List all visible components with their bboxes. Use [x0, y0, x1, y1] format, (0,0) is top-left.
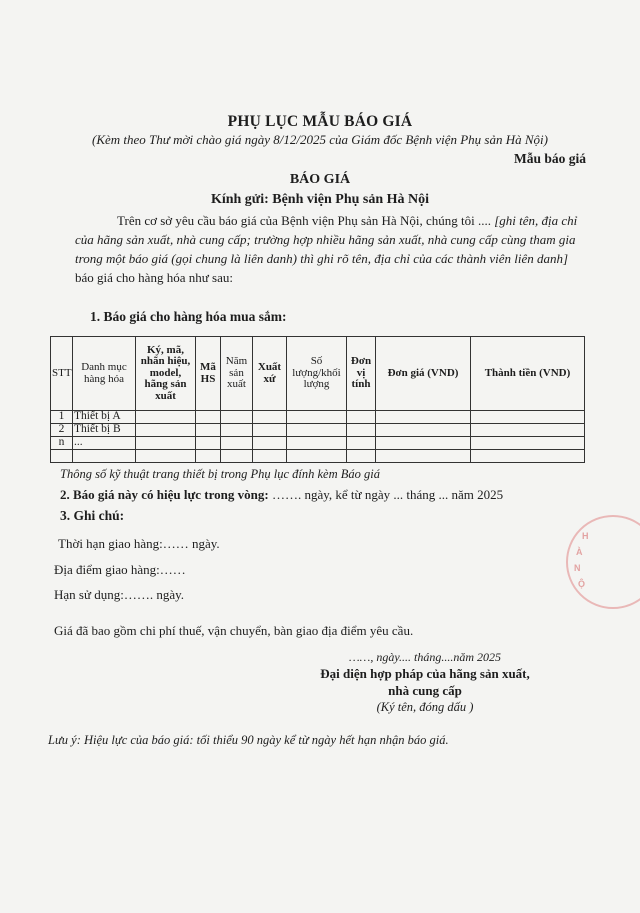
col-header-don-gia: Đơn giá (VND)	[376, 337, 471, 411]
table-row	[51, 424, 585, 437]
col-header-xuat-xu: Xuất xứ	[253, 337, 287, 411]
quote-heading: BÁO GIÁ	[289, 172, 351, 187]
document-subtitle: (Kèm theo Thư mời chào giá ngày 8/12/2025 của Giám đốc Bệnh viện Phụ sản Hà Nội)	[92, 132, 548, 147]
row-stt: 2	[51, 424, 73, 437]
note-delivery-time: Thời hạn giao hàng:…… ngày.	[58, 536, 220, 551]
document-title: PHỤ LỤC MẪU BÁO GIÁ	[227, 113, 413, 130]
section-2-title: 2. Báo giá này có hiệu lực trong vòng:	[60, 487, 269, 502]
section-2-text: ……. ngày, kể từ ngày ... tháng ... năm 2025	[268, 487, 504, 502]
intro-paragraph	[75, 211, 589, 287]
intro-text-1: Trên cơ sở yêu cầu báo giá của Bệnh viện Phụ sản Hà Nội, chúng tôi ....	[117, 213, 491, 228]
col-header-ky-ma: Ký, mã, nhãn hiệu, model, hãng sản xuất	[136, 337, 196, 411]
signature-date: ……, ngày.... tháng....năm 2025	[348, 650, 501, 664]
red-stamp: H À N Ộ	[566, 515, 640, 609]
form-label: Mẫu báo giá	[513, 151, 586, 166]
col-header-danh-muc: Danh mục hàng hóa	[73, 337, 136, 411]
signature-line-3: (Ký tên, đóng dấu )	[376, 700, 474, 714]
table-row	[51, 437, 585, 450]
col-header-ma-hs: Mã HS	[196, 337, 221, 411]
row-stt: 1	[51, 411, 73, 424]
quote-table	[50, 336, 585, 463]
row-item-name: Thiết bị A	[73, 411, 136, 424]
row-item-name: ...	[73, 437, 136, 450]
addressee: Kính gửi: Bệnh viện Phụ sản Hà Nội	[210, 192, 430, 207]
section-2	[60, 487, 503, 503]
row-stt: n	[51, 437, 73, 450]
col-header-nam-sx: Năm sản xuất	[221, 337, 253, 411]
intro-text-2: báo giá cho hàng hóa như sau:	[75, 270, 233, 285]
col-header-thanh-tien: Thành tiền (VND)	[471, 337, 585, 411]
col-header-stt: STT	[51, 337, 73, 411]
table-row	[51, 411, 585, 424]
table-note: Thông số kỹ thuật trang thiết bị trong Phụ lục đính kèm Báo giá	[60, 467, 380, 481]
col-header-don-vi: Đơn vị tính	[347, 337, 376, 411]
footnote: Lưu ý: Hiệu lực của báo giá: tối thiểu 90 ngày kể từ ngày hết hạn nhận báo giá.	[48, 733, 449, 747]
note-price-included: Giá đã bao gồm chi phí thuế, vận chuyển, bàn giao địa điểm yêu cầu.	[54, 623, 414, 638]
table-header-row	[51, 337, 585, 411]
intro-italic-text: [ghi tên, địa chỉ của hãng sản xuất, nhà cung cấp; trường hợp nhiều hãng sản xuất, nhà cung cấp cùng tham gia trong một báo giá (gọi chung là liên danh) thì ghi rõ tên, địa chỉ của các thành viên liên danh]	[75, 213, 578, 266]
signature-line-1: Đại diện hợp pháp của hãng sản xuất,	[320, 666, 530, 681]
col-header-so-luong: Số lượng/khối lượng	[287, 337, 347, 411]
table-row-blank	[51, 450, 585, 463]
section-1-title: 1. Báo giá cho hàng hóa mua sắm:	[90, 309, 287, 324]
note-expiry: Hạn sử dụng:……. ngày.	[54, 587, 185, 602]
section-3-title: 3. Ghi chú:	[60, 508, 125, 523]
row-item-name: Thiết bị B	[73, 424, 136, 437]
signature-line-2: nhà cung cấp	[388, 683, 462, 698]
note-delivery-place: Địa điểm giao hàng:……	[54, 562, 186, 577]
